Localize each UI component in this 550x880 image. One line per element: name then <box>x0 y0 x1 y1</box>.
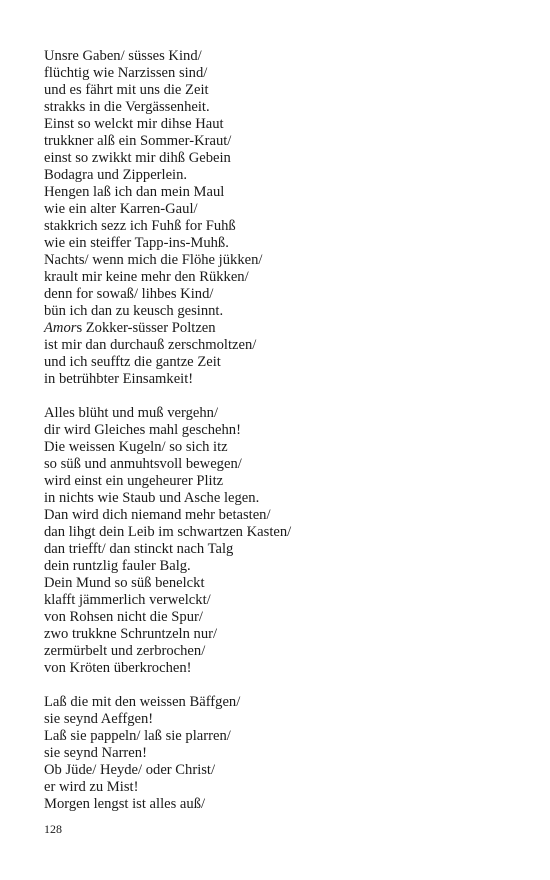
poem-line: Laß sie pappeln/ laß sie plarren/ <box>44 728 231 744</box>
poem-line: Die weissen Kugeln/ so sich itz <box>44 439 228 455</box>
page-number: 128 <box>44 822 62 836</box>
poem-line <box>44 320 524 337</box>
poem-line: Morgen lengst ist alles auß/ <box>44 796 206 812</box>
poem-line: so süß und anmuhtsvoll bewegen/ <box>44 456 242 472</box>
poem-line: Alles blüht und muß vergehn/ <box>44 405 219 421</box>
poem-line: Unsre Gaben/ süsses Kind/ <box>44 48 202 64</box>
poem-line: wird einst ein ungeheurer Plitz <box>44 473 224 489</box>
poem-line: Nachts/ wenn mich die Flöhe jükken/ <box>44 252 263 268</box>
poem-line: und ich seufftz die gantze Zeit <box>44 354 221 370</box>
poem-line: krault mir keine mehr den Rükken/ <box>44 269 249 285</box>
poem-line: Dan wird dich niemand mehr betasten/ <box>44 507 271 523</box>
poem-line: er wird zu Mist! <box>44 779 139 795</box>
poem-line: strakks in die Vergässenheit. <box>44 99 210 115</box>
poem-line: denn for sowaß/ lihbes Kind/ <box>44 286 214 302</box>
stanza-1 <box>44 48 524 388</box>
poem-line: Dein Mund so süß benelckt <box>44 575 205 591</box>
poem-line: in nichts wie Staub und Asche legen. <box>44 490 260 506</box>
poem-line: zwo trukkne Schruntzeln nur/ <box>44 626 218 642</box>
poem-line: sie seynd Aeffgen! <box>44 711 154 727</box>
poem-line: dein runtzlig fauler Balg. <box>44 558 191 574</box>
poem-line: klafft jämmerlich verwelckt/ <box>44 592 211 608</box>
poem-line: dan lihgt dein Leib im schwartzen Kasten/ <box>44 524 292 540</box>
poem-line: Laß die mit den weissen Bäffgen/ <box>44 694 241 710</box>
poem-line: Hengen laß ich dan mein Maul <box>44 184 225 200</box>
stanza-2 <box>44 405 524 677</box>
poem-line: sie seynd Narren! <box>44 745 147 761</box>
poem-line: von Rohsen nicht die Spur/ <box>44 609 203 625</box>
poem-line: Einst so welckt mir dihse Haut <box>44 116 224 132</box>
poem-line: zermürbelt und zerbrochen/ <box>44 643 206 659</box>
line-rest: s Zokker-süsser Poltzen <box>76 320 216 336</box>
stanza-3 <box>44 694 524 813</box>
poem-line: von Kröten überkrochen! <box>44 660 192 676</box>
poem-line: Bodagra und Zipperlein. <box>44 167 188 183</box>
poem-line: einst so zwikkt mir dihß Gebein <box>44 150 231 166</box>
poem-line: Ob Jüde/ Heyde/ oder Christ/ <box>44 762 216 778</box>
poem-line: trukkner alß ein Sommer-Kraut/ <box>44 133 232 149</box>
poem-line: ist mir dan durchauß zerschmoltzen/ <box>44 337 257 353</box>
poem-text <box>44 48 524 830</box>
poem-line: wie ein alter Karren-Gaul/ <box>44 201 198 217</box>
poem-line: flüchtig wie Narzissen sind/ <box>44 65 208 81</box>
poem-line: in betrühbter Einsamkeit! <box>44 371 194 387</box>
poem-line: und es fährt mit uns die Zeit <box>44 82 209 98</box>
poem-line: dan triefft/ dan stinckt nach Talg <box>44 541 234 557</box>
poem-line: wie ein steiffer Tapp-ins-Muhß. <box>44 235 229 251</box>
poem-line: dir wird Gleiches mahl geschehn! <box>44 422 241 438</box>
poem-line: stakkrich sezz ich Fuhß for Fuhß <box>44 218 236 234</box>
poem-line: bün ich dan zu keusch gesinnt. <box>44 303 224 319</box>
italic-name: Amor <box>44 320 77 336</box>
